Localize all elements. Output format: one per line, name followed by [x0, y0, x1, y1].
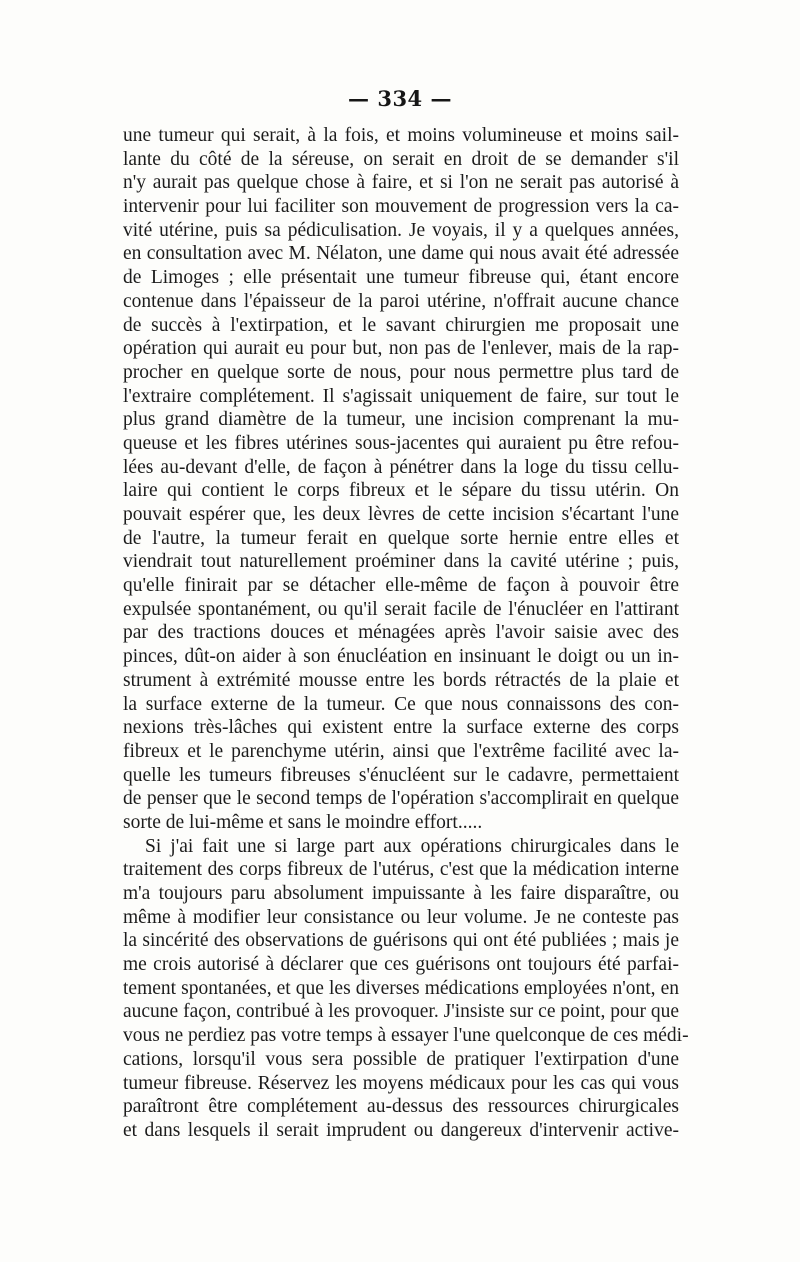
text-line: queuse et les fibres utérines sous-jacentes qui auraient pu être refou- [123, 432, 679, 454]
text-line: lées au-devant d'elle, de façon à pénétrer dans la loge du tissu cellu- [123, 456, 679, 478]
text-line: de Limoges ; elle présentait une tumeur fibreuse qui, étant encore [123, 267, 679, 289]
text-line: cations, lorsqu'il vous sera possible de pratiquer l'extirpation d'une [123, 1048, 679, 1070]
text-line: la sincérité des observations de guérisons qui ont été publiées ; mais je [123, 930, 679, 952]
text-line: tement spontanées, et que les diverses médications employées n'ont, en [123, 977, 679, 999]
text-line: vous ne perdiez pas votre temps à essayer l'une quelconque de ces médi- [123, 1025, 689, 1047]
text-line: l'extraire complétement. Il s'agissait uniquement de faire, sur tout le [123, 385, 679, 407]
page-number: — 334 — [348, 86, 452, 111]
text-line: tumeur fibreuse. Réservez les moyens médicaux pour les cas qui vous [123, 1072, 679, 1094]
text-line: sorte de lui-même et sans le moindre effort..... [123, 811, 483, 833]
text-line: la surface externe de la tumeur. Ce que nous connaissons des con- [123, 693, 679, 715]
text-line: fibreux et le parenchyme utérin, ainsi que l'extrême facilité avec la- [123, 740, 679, 762]
text-line: viendrait tout naturellement proéminer dans la cavité utérine ; puis, [123, 551, 679, 573]
text-line: paraîtront être complétement au-dessus des ressources chirurgicales [123, 1096, 679, 1118]
text-line: de l'autre, la tumeur ferait en quelque sorte hernie entre elles et [123, 527, 679, 549]
body-text [123, 124, 689, 1143]
text-line: qu'elle finirait par se détacher elle-même de façon à pouvoir être [123, 575, 679, 597]
text-line: intervenir pour lui faciliter son mouvement de progression vers la ca- [123, 196, 679, 218]
text-line: de penser que le second temps de l'opération s'accomplirait en quelque [123, 788, 679, 810]
text-line: laire qui contient le corps fibreux et le sépare du tissu utérin. On [123, 480, 679, 502]
text-line: Si j'ai fait une si large part aux opérations chirurgicales dans le [145, 835, 679, 857]
text-line: me crois autorisé à déclarer que ces guérisons ont toujours été parfai- [123, 954, 679, 976]
text-line: pinces, dût-on aider à son énucléation en insinuant le doigt ou un in- [123, 646, 679, 668]
text-line: expulsée spontanément, ou qu'il serait facile de l'énucléer en l'attirant [123, 598, 679, 620]
text-line: de succès à l'extirpation, et le savant chirurgien me proposait une [123, 314, 679, 336]
text-line: plus grand diamètre de la tumeur, une incision comprenant la mu- [123, 409, 679, 431]
text-line: traitement des corps fibreux de l'utérus, c'est que la médication interne [123, 859, 679, 881]
text-line: n'y aurait pas quelque chose à faire, et si l'on ne serait pas autorisé à [123, 172, 679, 194]
text-line: même à modifier leur consistance ou leur volume. Je ne conteste pas [123, 906, 679, 928]
text-line: lante du côté de la séreuse, on serait en droit de se demander s'il [123, 148, 679, 170]
text-line: strument à extrémité mousse entre les bords rétractés de la plaie et [123, 669, 679, 691]
text-line: aucune façon, contribué à les provoquer. J'insiste sur ce point, pour que [123, 1001, 679, 1023]
text-line: quelle les tumeurs fibreuses s'énucléent sur le cadavre, permettaient [123, 764, 679, 786]
text-line: une tumeur qui serait, à la fois, et moins volumineuse et moins sail- [123, 125, 679, 146]
text-line: contenue dans l'épaisseur de la paroi utérine, n'offrait aucune chance [123, 290, 679, 312]
text-line: en consultation avec M. Nélaton, une dame qui nous avait été adressée [123, 243, 679, 265]
text-line: m'a toujours paru absolument impuissante à les faire disparaître, ou [123, 883, 679, 904]
text-line: par des tractions douces et ménagées après l'avoir saisie avec des [123, 622, 679, 644]
text-line: procher en quelque sorte de nous, pour nous permettre plus tard de [123, 361, 679, 383]
text-line: nexions très-lâches qui existent entre la surface externe des corps [123, 717, 679, 739]
text-line: opération qui aurait eu pour but, non pas de l'enlever, mais de la rap- [123, 338, 679, 360]
text-line: vité utérine, puis sa pédiculisation. Je voyais, il y a quelques années, [123, 219, 679, 241]
text-line: et dans lesquels il serait imprudent ou dangereux d'intervenir active- [123, 1119, 679, 1141]
text-line: pouvait espérer que, les deux lèvres de cette incision s'écartant l'une [123, 504, 679, 525]
